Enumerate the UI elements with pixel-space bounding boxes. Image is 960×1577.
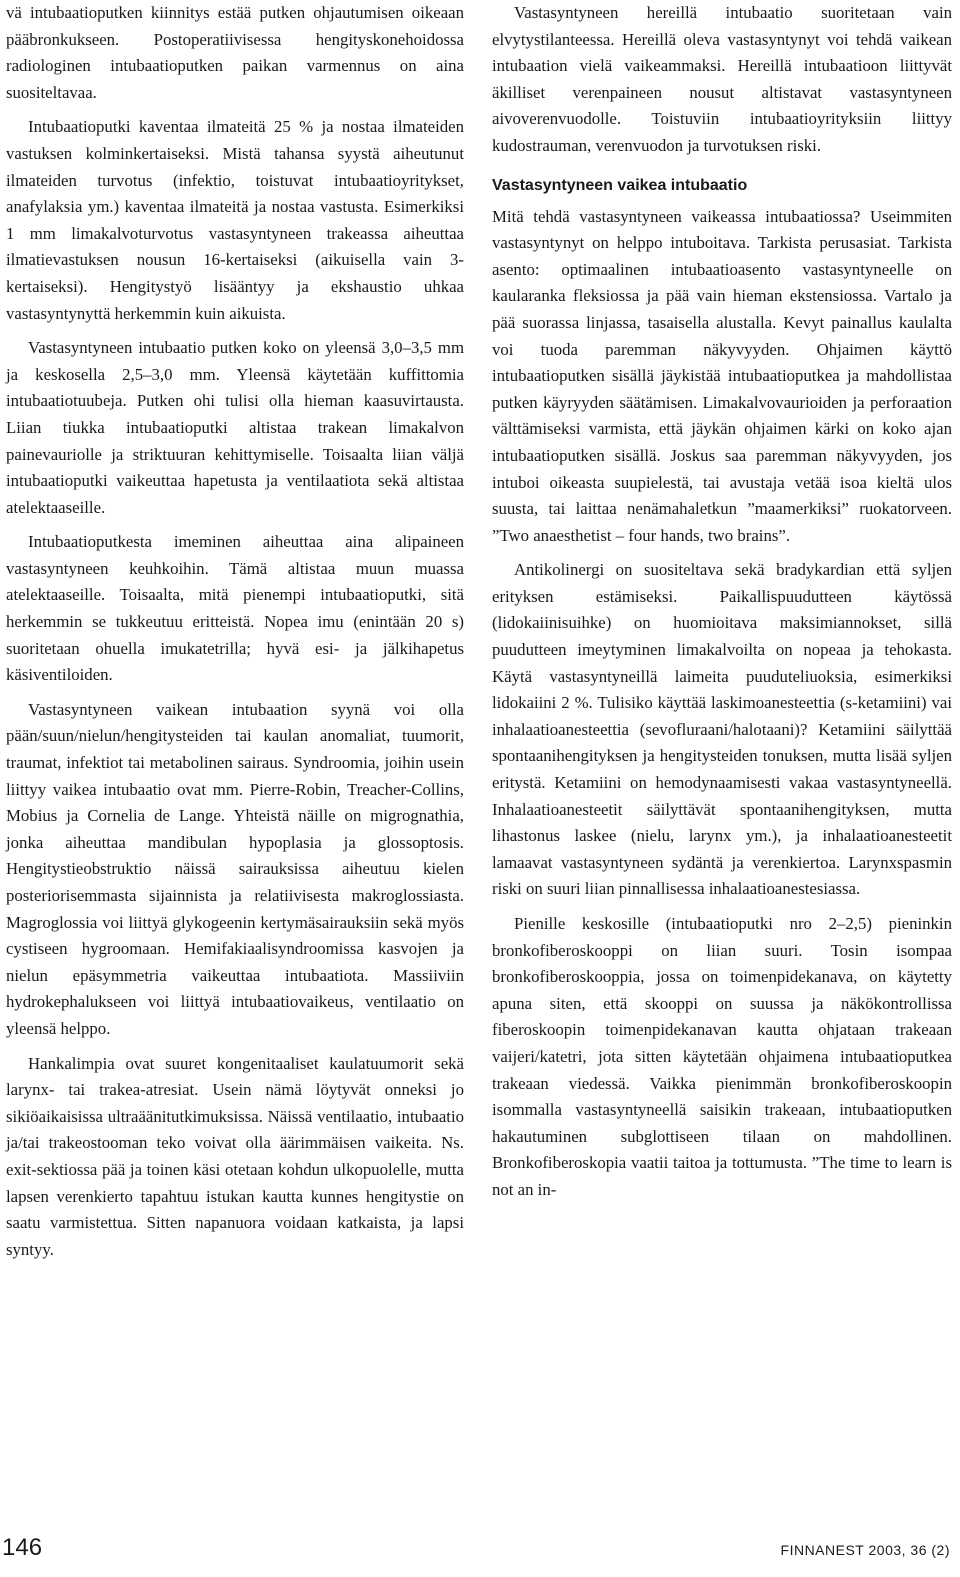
right-column (492, 0, 952, 1212)
body-paragraph: Intubaatioputki kaventaa ilmateitä 25 % ja nostaa ilmateiden vastuksen kolminkertaiseksi. Mistä tahansa syystä aiheutunut ilmateiden turvotus (infektio, toistuvat intubaatioyritykset, anafylaksia ym.) kaventaa ilmateitä ja nostaa vastusta. Esimerkiksi 1 mm limakalvoturvotus vastasyntyneen trakeassa aiheuttaa ilmatievastuksen nousun 16-kertaiseksi (aikuisella vain 3-kertaiseksi). Hengitystyö lisääntyy ja ekshaustio uhkaa vastasyntynyttä herkemmin kuin aikuista. (6, 117, 464, 323)
body-paragraph: Mitä tehdä vastasyntyneen vaikeassa intubaatiossa? Useimmiten vastasyntynyt on helppo intuboitava. Tarkista perusasiat. Tarkista asento: optimaalinen intubaatioasento vastasyntyneelle on kaularanka fleksiossa ja pää vain hieman ekstensiossa. Vartalo ja pää suorassa linjassa, tasaisella alustalla. Kevyt painallus kaulalta voi tuoda paremman näkyvyyden. Ohjaimen käyttö intubaatioputken sisällä jäykistää intubaatioputkea ja mahdollistaa putken käyryyden säätämisen. Limakalvovaurioiden ja perforaation välttämiseksi varmista, että jäykän ohjaimen kärki on koko ajan intubaatioputken sisällä. Joskus saa paremman näkyvyyden, jos intuboi oikeasta suupielestä, tai avustaja vetää isoa kieltä ulos suusta, tai laittaa nenämahaletkun ”maamerkiksi” ruokatorveen. ”Two anaesthetist – four hands, two brains”. (492, 206, 952, 545)
section-heading: Vastasyntyneen vaikea intubaatio (492, 176, 748, 194)
body-paragraph: Vastasyntyneen hereillä intubaatio suoritetaan vain elvytystilanteessa. Hereillä oleva vastasyntynyt voi tehdä vaikean intubaation vielä vaikeammaksi. Hereillä intubaatioon liittyvät äkilliset verenpaineen nousut altistavat vastasyntyneen aivoverenvuodolle. Toistuviin intubaatioyrityksiin liittyy kudostrauman, verenvuodon ja turvotuksen riski. (492, 3, 952, 155)
page-footer (0, 1532, 960, 1572)
body-paragraph: vä intubaatioputken kiinnitys estää putken ohjautumisen oikeaan pääbronkukseen. Postoperatiivisessa hengityskonehoidossa radiologinen intubaatioputken paikan varmennus on aina suositeltavaa. (6, 3, 464, 102)
page-number: 146 (2, 1534, 43, 1561)
body-paragraph: Vastasyntyneen intubaatio putken koko on yleensä 3,0–3,5 mm ja keskosella 2,5–3,0 mm. Yleensä käytetään kuffittomia intubaatiotuubeja. Putken ohi tulisi olla hieman kaasuvirtausta. Liian tiukka intubaatioputki altistaa trakean limakalvon painevauriolle ja striktuuran kehittymiselle. Toisaalta liian väljä intubaatioputki vaikeuttaa hapetusta ja ventilaatiota sekä altistaa atelektaaseille. (6, 338, 464, 517)
body-paragraph: Intubaatioputkesta imeminen aiheuttaa aina alipaineen vastasyntyneen keuhkoihin. Tämä altistaa muun muassa atelektaaseille. Toisaalta, mitä pienempi intubaatioputki, sitä herkemmin se tukkeutuu eritteistä. Nopea imu (enintään 20 s) suoritetaan ohuella imukatetrilla; hyvä esi- ja jälkihapetus käsiventiloiden. (6, 532, 464, 685)
body-paragraph: Pienille keskosille (intubaatioputki nro 2–2,5) pieninkin bronkofiberoskooppi on liian suuri. Tosin isompaa bronkofiberoskooppia, jossa on toimenpidekanava, on käytetty apuna siten, että skooppi on suussa ja näkökontrollissa fiberoskoopin toimenpidekanavan kautta ohjataan trakeaan vaijeri/katetri, jota sitten käytetään ohjaimena intubaatioputkea trakeaan viedessä. Vaikka pienimmän bronkofiberoskoopin isommalla vastasyntyneellä saisikin trakeaan, intubaatioputken hakautuminen subglottiseen tilaan on mahdollinen. Bronkofiberoskopia vaatii taitoa ja tottumusta. ”The time to learn is not an in- (492, 914, 952, 1199)
body-paragraph: Antikolinergi on suositeltava sekä bradykardian että syljen erityksen estämiseksi. Paikallispuudutteen käytössä (lidokaiinisuihke) on huomioitava maksimiannokset, sillä puudutteen imeytyminen limakalvoilta on nopeaa ja tehokasta. Käytä vastasyntyneillä laimeita puuduteliuoksia, esimerkiksi lidokaiini 2 %. Tulisiko käyttää laskimoanesteettia (s-ketamiini) vai inhalaatioanesteettia (sevofluraani/halotaani)? Ketamiini säilyttää spontaanihengityksen ja hengitysteiden tonuksen, mutta lisää syljen eritystä. Ketamiini on hemodynaamisesti vakaa vastasyntyneellä. Inhalaatioanesteetit säilyttävät spontaanihengityksen, mutta lihastonus laskee (nielu, larynx ym.), ja inhalaatioanesteetit lamaavat vastasyntyneen sydäntä ja verenkiertoa. Larynxspasmin riski on suuri liian pinnallisessa inhalaatioanestesiassa. (492, 560, 952, 899)
body-paragraph: Vastasyntyneen vaikean intubaation syynä voi olla pään/suun/nielun/hengitysteiden tai kaulan anomaliat, tuumorit, traumat, infektiot tai metabolinen sairaus. Syndroomia, joihin usein liittyy vaikea intubaatio ovat mm. Pierre-Robin, Treacher-Collins, Mobius ja Cornelia de Lange. Yhteistä näille on migrognathia, jonka aiheuttaa mandibulan hypoplasia ja glossoptosis. Hengitystieobstruktio näissä sairauksissa aiheutuu kielen posteriorisemmasta sijainnista ja relatiivisesta makroglossiasta. Magroglossia voi liittyä glykogeenin kertymäsairauksiin sekä myös cystiseen hygroomaan. Hemifakiaalisyndroomissa kasvojen ja nielun epäsymmetria vaikeuttaa intubaatiota. Massiiviin hydrokephalukseen voi liittyä intubaatiovaikeus, ventilaatio on yleensä helppo. (6, 699, 464, 1038)
left-column (6, 0, 464, 1271)
journal-reference: FINNANEST 2003, 36 (2) (780, 1542, 950, 1558)
body-paragraph: Hankalimpia ovat suuret kongenitaaliset kaulatuumorit sekä larynx- tai trakea-atresiat. Usein nämä löytyvät onneksi jo sikiöaikaisissa ultraäänitutkimuksissa. Näissä ventilaatio, intubaatio ja/tai trakeostooman teko voivat olla äärimmäisen vaikeita. Ns. exit-sektiossa pää ja toinen käsi otetaan kohdun ulkopuolelle, mutta lapsen verenkierto tapahtuu istukan kautta kunnes hengitystie on saatu varmistettua. Sitten napanuora voidaan katkaista, ja lapsi syntyy. (6, 1053, 464, 1259)
